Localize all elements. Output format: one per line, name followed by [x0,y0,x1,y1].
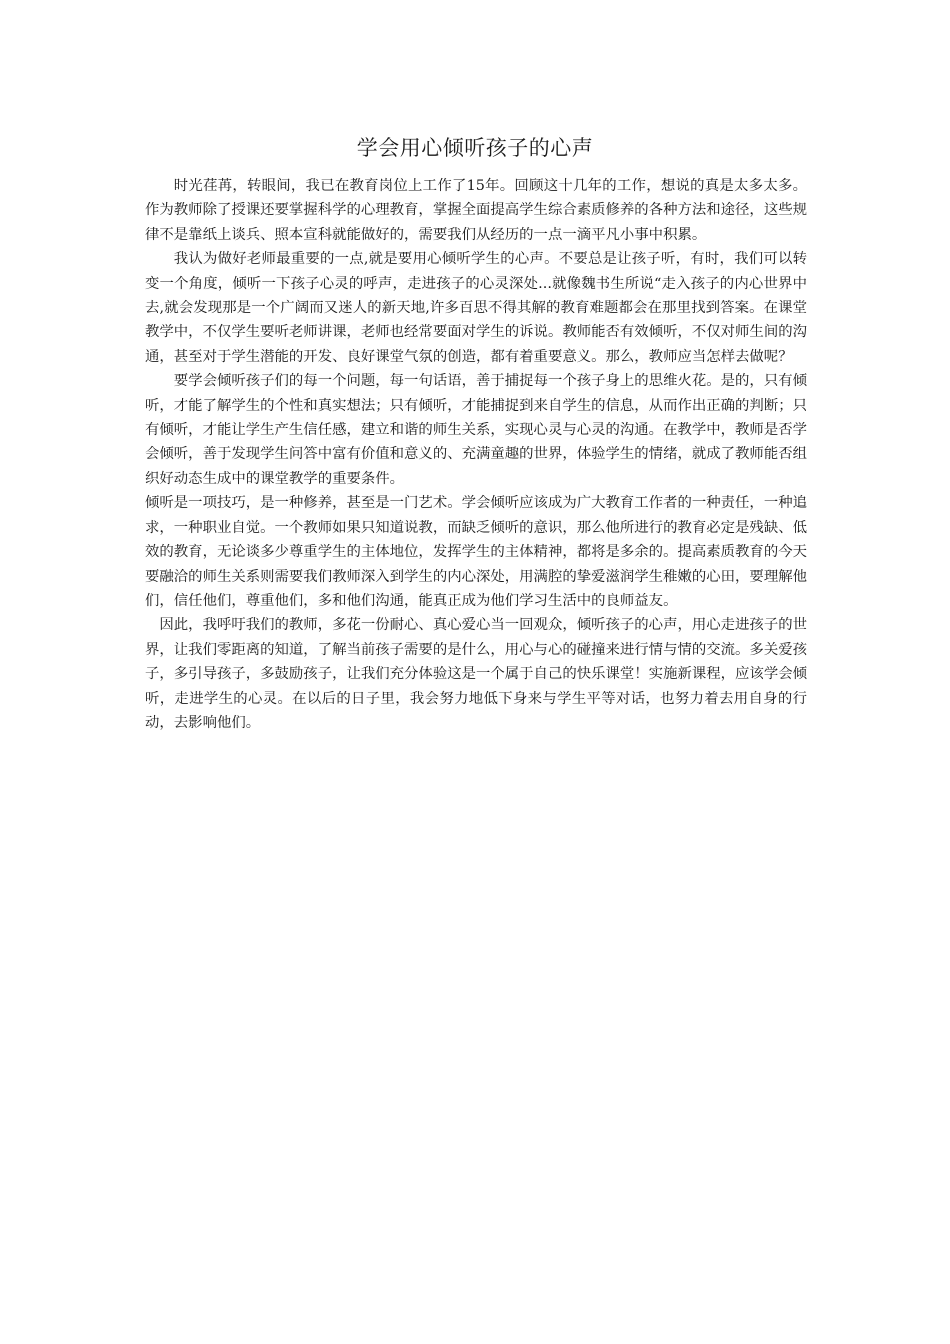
paragraph-3: 要学会倾听孩子们的每一个问题，每一句话语，善于捕捉每一个孩子身上的思维火花。是的，只有倾听，才能了解学生的个性和真实想法；只有倾听，才能捕捉到来自学生的信息，从而作出正确的判断；只有倾听，才能让学生产生信任感，建立和谐的师生关系，实现心灵与心灵的沟通。在教学中，教师是否学会倾听，善于发现学生问答中富有价值和意义的、充满童趣的世界，体验学生的情绪，就成了教师能否组织好动态生成中的课堂教学的重要条件。 [145,373,807,487]
document-body [145,174,807,735]
paragraph-4: 倾听是一项技巧，是一种修养，甚至是一门艺术。学会倾听应该成为广大教育工作者的一种责任，一种追求，一种职业自觉。一个教师如果只知道说教，而缺乏倾听的意识，那么他所进行的教育必定是残缺、低效的教育，无论谈多少尊重学生的主体地位，发挥学生的主体精神，都将是多余的。提高素质教育的今天要融洽的师生关系则需要我们教师深入到学生的内心深处，用满腔的挚爱滋润学生稚嫩的心田，要理解他们，信任他们，尊重他们，多和他们沟通，能真正成为他们学习生活中的良师益友。 [145,495,807,609]
document-title: 学会用心倾听孩子的心声 [356,136,594,160]
paragraph-5: 因此，我呼吁我们的教师，多花一份耐心、真心爱心当一回观众，倾听孩子的心声，用心走进孩子的世界，让我们零距离的知道，了解当前孩子需要的是什么，用心与心的碰撞来进行情与情的交流。多关爱孩子，多引导孩子，多鼓励孩子，让我们充分体验这是一个属于自己的快乐课堂！实施新课程，应该学会倾听，走进学生的心灵。在以后的日子里，我会努力地低下身来与学生平等对话，也努力着去用自身的行动，去影响他们。 [145,617,807,731]
paragraph-2: 我认为做好老师最重要的一点,就是要用心倾听学生的心声。不要总是让孩子听，有时，我们可以转变一个角度，倾听一下孩子心灵的呼声，走进孩子的心灵深处...就像魏书生所说“走入孩子的内心世界中去,就会发现那是一个广阔而又迷人的新天地,许多百思不得其解的教育难题都会在那里找到答案。在课堂教学中，不仅学生要听老师讲课，老师也经常要面对学生的诉说。教师能否有效倾听，不仅对师生间的沟通，甚至对于学生潜能的开发、良好课堂气氛的创造，都有着重要意义。那么，教师应当怎样去做呢？ [145,251,807,365]
paragraph-1: 时光荏苒，转眼间，我已在教育岗位上工作了15年。回顾这十几年的工作，想说的真是太多太多。作为教师除了授课还要掌握科学的心理教育，掌握全面提高学生综合素质修养的各种方法和途径，这些规律不是靠纸上谈兵、照本宣科就能做好的，需要我们从经历的一点一滴平凡小事中积累。 [145,178,807,243]
